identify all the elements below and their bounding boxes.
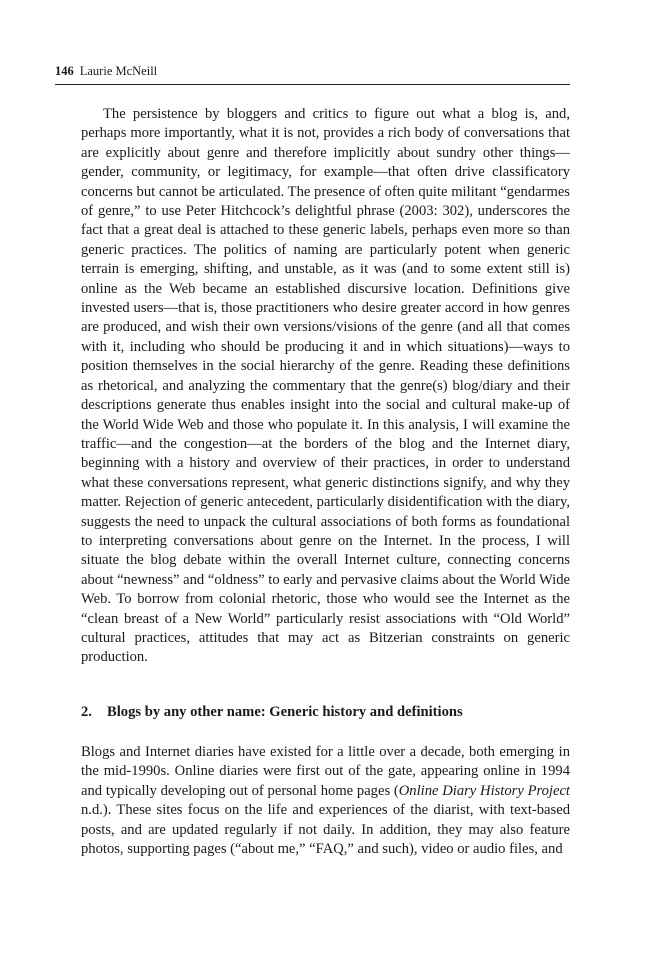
- page-number: 146: [55, 64, 74, 78]
- paragraph-text-before-italic: Blogs and Internet diaries have existed for a little over a decade, both emerging in the mid-1990s. Online diaries were first out of the gate, appearing online in 1994 and typically developing out of personal home pages (: [81, 744, 570, 799]
- section-number: 2.: [81, 704, 92, 720]
- paragraph-text: [81, 743, 570, 859]
- project-title: Online Diary History Project: [398, 782, 570, 799]
- section-title: Blogs by any other name: Generic history and definitions: [107, 704, 463, 720]
- running-head-author: Laurie McNeill: [79, 64, 158, 78]
- header-rule: [55, 84, 570, 85]
- running-head: [55, 63, 570, 79]
- section-heading: [81, 703, 570, 722]
- paragraph-text: The persistence by bloggers and critics to figure out what a blog is, and, perhaps more importantly, what it is not, provides a rich body of conversations that are explicitly about genre and therefore implicitly about sundry other things—gender, community, or legitimacy, for example—that often drive classificatory concerns but cannot be articulated. The presence of often quite militant “gendarmes of genre,” to use Peter Hitchcock’s delightful phrase (2003: 302), underscores the fact that a great deal is attached to these generic labels, perhaps even more so than generic practices. The politics of naming are particularly potent when generic terrain is emerging, shifting, and unstable, as it was (and to some extent still is) online as the Web became an established discursive location. Definitions give invested users—that is, those practitioners who desire greater accord in how genres are produced, and wish their own versions/visions of the genre (and all that comes with it, including who should be producing it and in which situations)—ways to position themselves in the social hierarchy of the genre. Reading these definitions as rhetorical, and analyzing the commentary that the genre(s) blog/diary and their descriptions generate thus enables insight into the social and cultural make-up of the World Wide Web and those who populate it. In this analysis, I will examine the traffic—and the congestion—at the borders of the blog and the Internet diary, beginning with a history and overview of their practices, in order to understand what these conversations represent, what generic distinctions signify, and why they matter. Rejection of generic antecedent, particularly disidentification with the diary, suggests the need to unpack the cultural associations of both forms as foundational to interpreting conversations about genre on the Internet. In the process, I will situate the blog debate within the overall Internet culture, connecting concerns about “newness” and “oldness” to early and pervasive claims about the World Wide Web. To borrow from colonial rhetoric, those who would see the Internet as the “clean breast of a New World” particularly resist associations with “Old World” cultural practices, attitudes that may act as Bitzerian constraints on generic production.: [81, 106, 570, 666]
- paragraph-text-after-italic: n.d.). These sites focus on the life and experiences of the diarist, with text-based posts, and are updated regularly if not daily. In addition, they may also feature photos, supporting pages (“about me,” “FAQ,” and such), video or audio files, and: [81, 802, 570, 858]
- body-paragraph-1: [81, 105, 570, 668]
- body-paragraph-2: [81, 743, 570, 859]
